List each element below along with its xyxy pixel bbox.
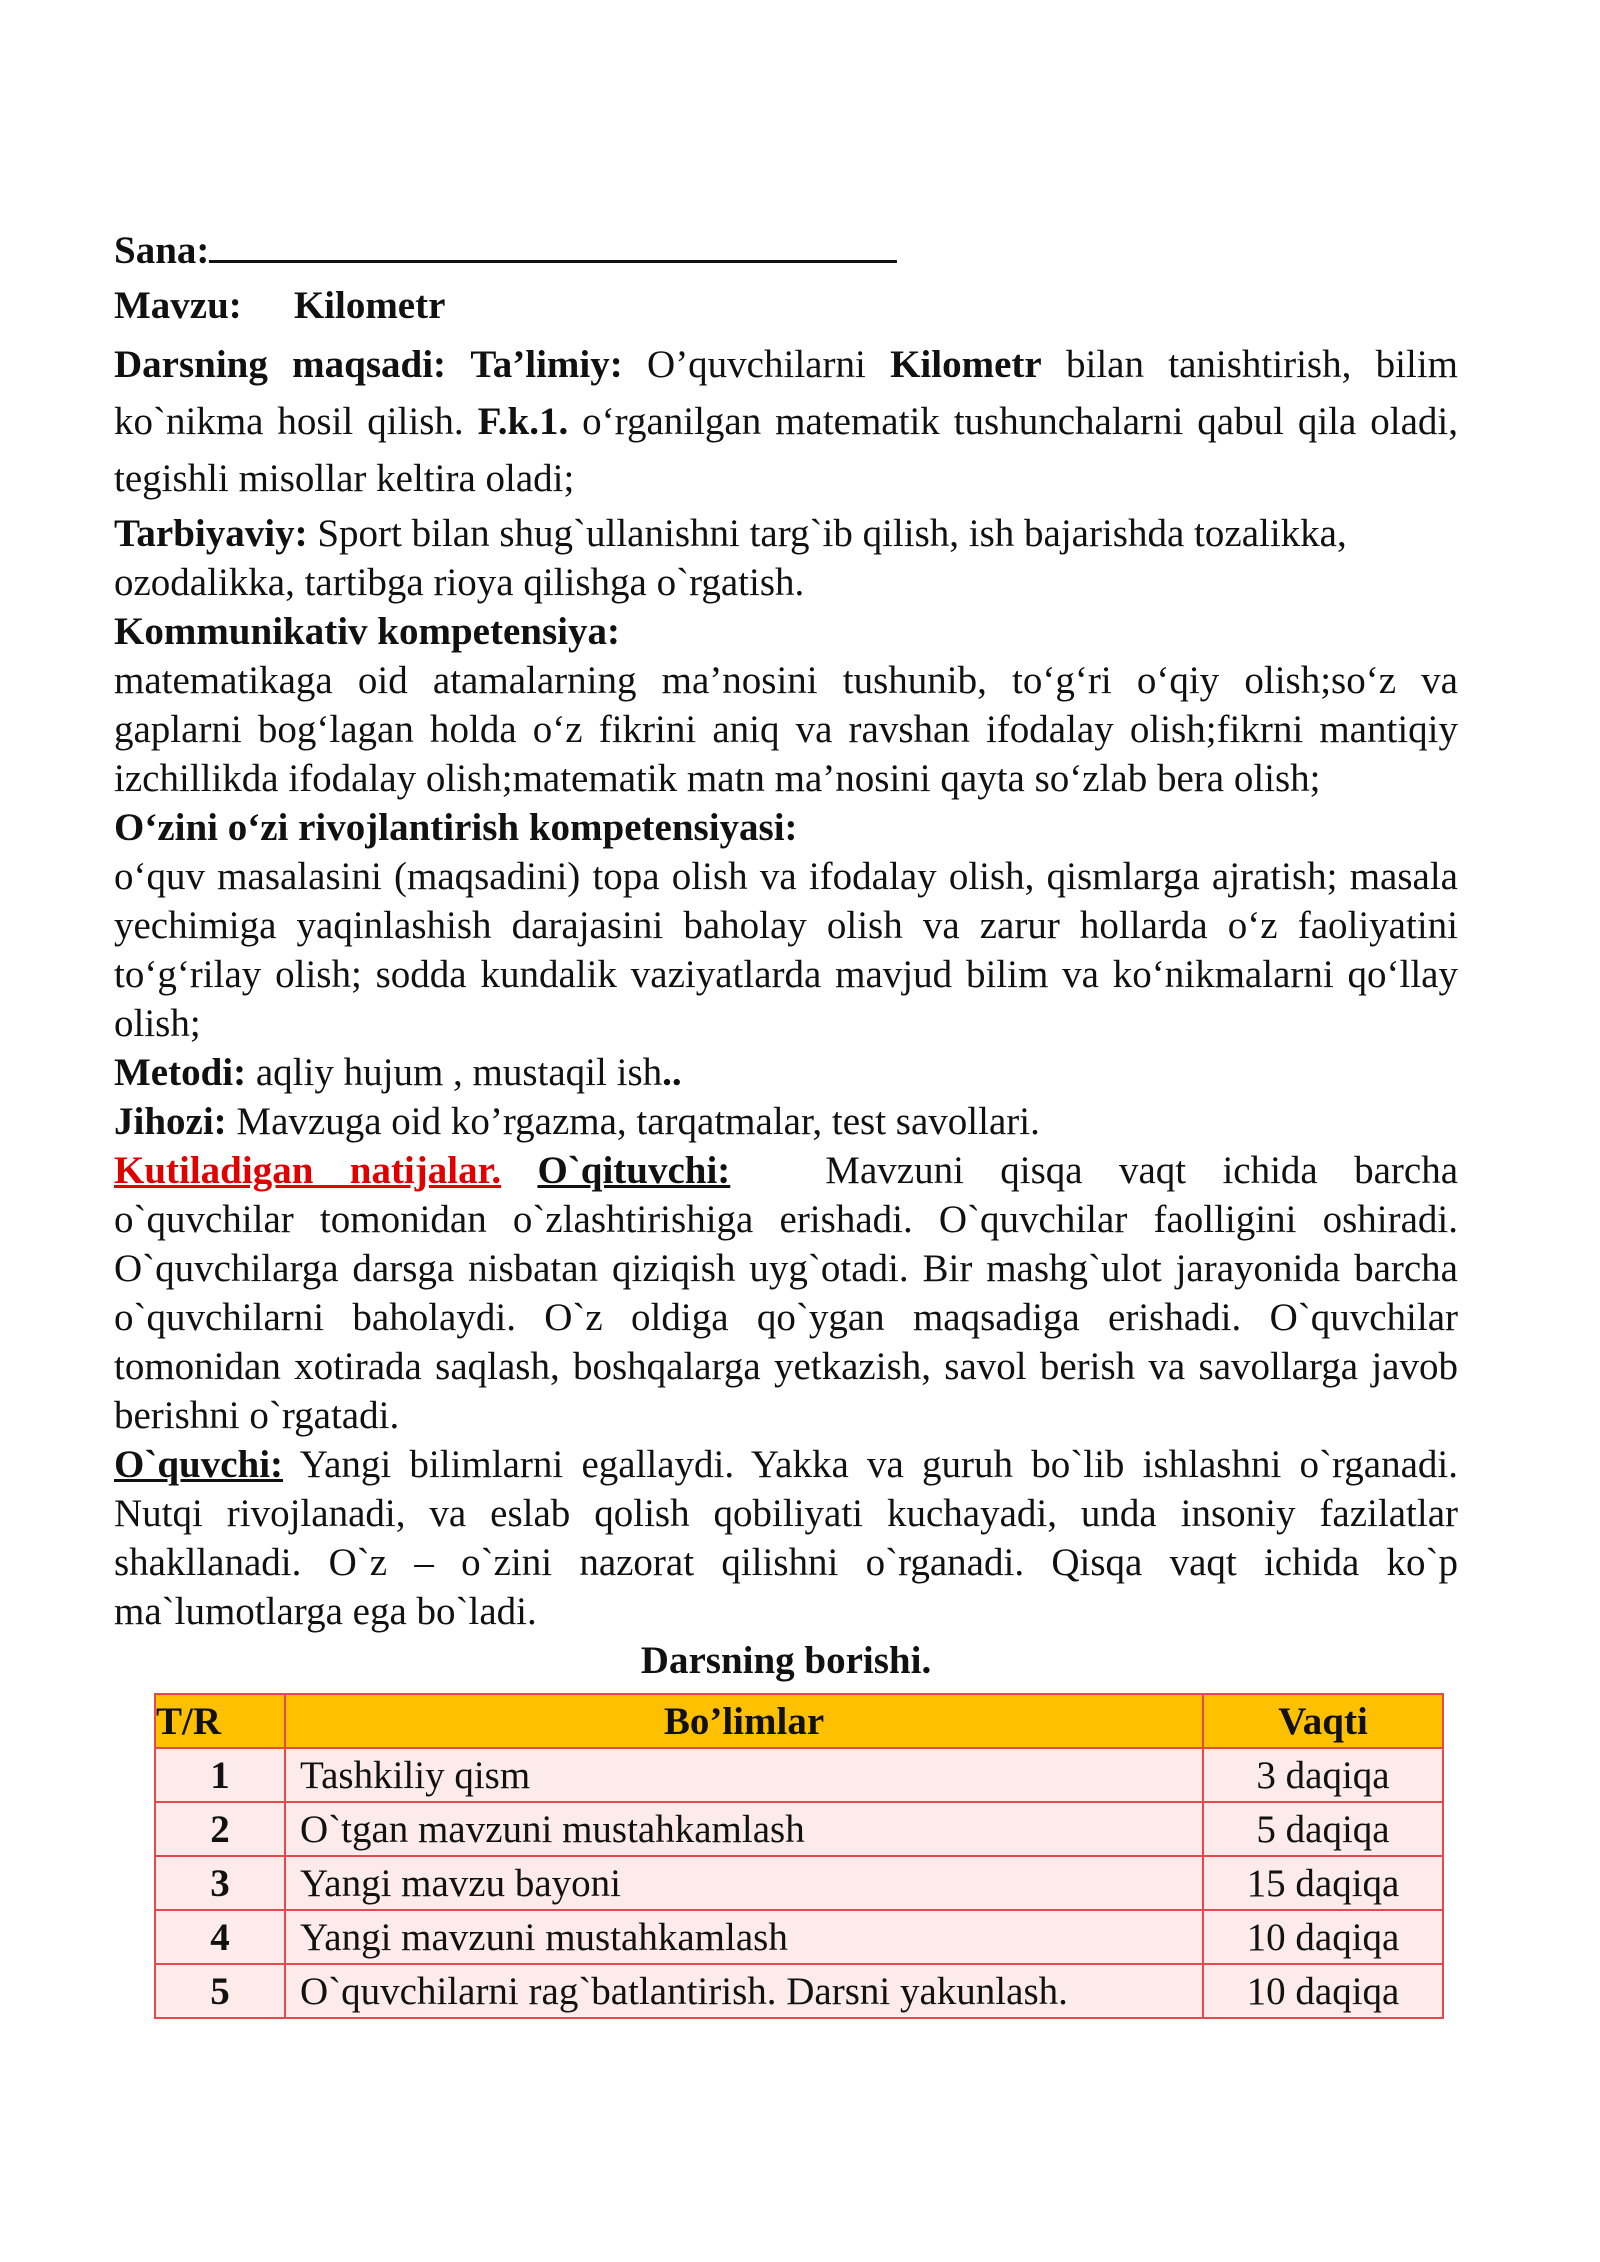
sana-blank-field[interactable] [209,220,897,263]
oquvchi-text: Yangi bilimlarni egallaydi. Yakka va guruh bo`lib ishlashni o`rganadi. Nutqi rivojlanadi, va eslab qolish qobiliyati kuchayadi, unda insoniy fazilatlar shakllanadi. O`z – o`zini nazorat qilishni o`rganadi. Qisqa vaqt ichida ko`p ma`lumotlarga ega bo`ladi. [114,1443,1458,1633]
table-header-row [155,1694,1443,1748]
oquvchi-paragraph [114,1440,1458,1636]
row-time: 15 daqiqa [1203,1856,1443,1910]
metodi-end: .. [662,1051,682,1094]
natijalar-paragraph [114,1146,1458,1440]
row-section: Yangi mavzuni mustahkamlash [285,1910,1203,1964]
row-section: O`quvchilarni rag`batlantirish. Darsni yakunlash. [285,1964,1203,2018]
maqsad-paragraph [114,336,1458,507]
table-row [155,1856,1443,1910]
fk-label: F.k.1. [477,400,569,443]
kommunikativ-label: Kommunikativ kompetensiya: [114,610,620,653]
row-section: Yangi mavzu bayoni [285,1856,1203,1910]
tarbiyaviy-label: Tarbiyaviy: [114,512,308,555]
row-number: 2 [155,1802,285,1856]
borishi-title: Darsning borishi. [640,1639,932,1682]
sana-line [114,220,1458,275]
rivojlantirish-label: O‘zini o‘zi rivojlantirish kompetensiyasi: [114,806,798,849]
natijalar-label: Kutiladigan natijalar. [114,1149,502,1192]
jihozi-text: Mavzuga oid ko’rgazma, tarqatmalar, test savollari. [226,1100,1040,1143]
talimiy-label: Ta’limiy: [470,343,623,386]
fk-text: o‘rganilgan matematik tushunchalarni qabul qila oladi, tegishli misollar keltira oladi; [114,400,1458,500]
talimiy-text2: bilan tanishtirish, bilim ko`nikma hosil qilish. [114,343,1458,443]
tarbiyaviy-paragraph [114,509,1458,607]
mavzu-value: Kilometr [293,284,446,327]
row-section: Tashkiliy qism [285,1748,1203,1802]
rivojlantirish-text: o‘quv masalasini (maqsadini) topa olish va ifodalay olish, qismlarga ajratish; masala yechimiga yaqinlashish darajasini baholay olish va zarur hollarda o‘z faoliyatini to‘g‘rilay olish; sodda kundalik vaziyatlarda mavjud bilim va ko‘nikmalarni qo‘llay olish; [114,855,1458,1045]
jihozi-line [114,1097,1458,1146]
table-row [155,1910,1443,1964]
tarbiyaviy-text: Sport bilan shug`ullanishni targ`ib qilish, ish bajarishda tozalikka, ozodalikka, tartibga rioya qilishga o`rgatish. [114,512,1347,604]
header-vaqti: Vaqti [1203,1694,1443,1748]
row-number: 5 [155,1964,285,2018]
oquvchi-label: O`quvchi: [114,1443,284,1486]
table-row [155,1802,1443,1856]
talimiy-text1: O’quvchilarni [622,343,891,386]
jihozi-label: Jihozi: [114,1100,227,1143]
metodi-text: aqliy hujum , mustaqil ish [246,1051,663,1094]
oqituvchi-label: O`qituvchi: [537,1149,731,1192]
row-section: O`tgan mavzuni mustahkamlash [285,1802,1203,1856]
row-time: 3 daqiqa [1203,1748,1443,1802]
mavzu-label: Mavzu: [114,284,242,327]
header-bolimlar: Bo’limlar [285,1694,1203,1748]
rivojlantirish-heading [114,803,1458,852]
kommunikativ-text: matematikaga oid atamalarning ma’nosini tushunib, to‘g‘ri o‘qiy olish;so‘z va gaplarni bog‘lagan holda o‘z fikrini aniq va ravshan ifodalay olish;fikrni mantiqiy izchillikda ifodalay olish;matematik matn ma’nosini qayta so‘zlab bera olish; [114,659,1458,800]
lesson-stages-table [154,1693,1444,2019]
metodi-label: Metodi: [114,1051,247,1094]
row-time: 10 daqiqa [1203,1964,1443,2018]
row-number: 3 [155,1856,285,1910]
maqsad-label: Darsning maqsadi: [114,343,447,386]
kommunikativ-heading [114,607,1458,656]
oqituvchi-text: Mavzuni qisqa vaqt ichida barcha o`quvchilar tomonidan o`zlashtirishiga erishadi. O`quvchilar faolligini oshiradi. O`quvchilarga darsga nisbatan qiziqish uyg`otadi. Bir mashg`ulot jarayonida barcha o`quvchilarni baholaydi. O`z oldiga qo`ygan maqsadiga erishadi. O`quvchilar tomonidan xotirada saqlash, boshqalarga yetkazish, savol berish va savollarga javob berishni o`rgatadi. [114,1149,1459,1437]
row-time: 5 daqiqa [1203,1802,1443,1856]
header-tr: T/R [155,1694,285,1748]
row-number: 4 [155,1910,285,1964]
mavzu-line [114,281,1458,330]
metodi-line [114,1048,1458,1097]
lesson-plan-document [114,220,1458,2019]
talimiy-bold: Kilometr [890,343,1042,386]
row-time: 10 daqiqa [1203,1910,1443,1964]
table-row [155,1748,1443,1802]
table-row [155,1964,1443,2018]
row-number: 1 [155,1748,285,1802]
sana-label: Sana: [114,229,210,272]
